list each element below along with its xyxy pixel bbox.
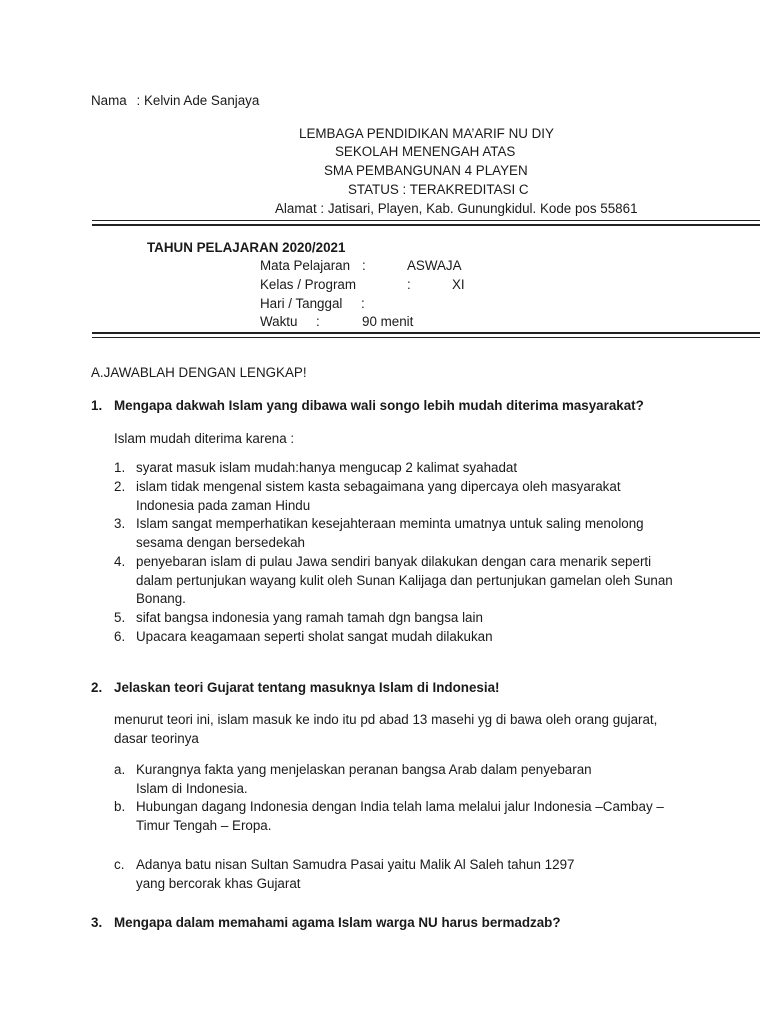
header-rule-top: [92, 220, 760, 221]
question-1-answer-3-marker: 3.: [114, 516, 126, 531]
student-name-value: Kelvin Ade Sanjaya: [143, 93, 260, 108]
question-1-answer-2-marker: 2.: [114, 479, 126, 494]
class-separator: :: [407, 277, 411, 292]
question-2-answer-intro: menurut teori ini, islam masuk ke indo itu pd abad 13 masehi yg di bawa oleh orang gujarat, dasar teorinya: [114, 712, 658, 746]
question-1-answer-intro: Islam mudah diterima karena :: [114, 431, 295, 446]
accreditation-status: STATUS : TERAKREDITASI C: [348, 182, 529, 197]
section-title: A.JAWABLAH DENGAN LENGKAP!: [91, 365, 307, 380]
question-1-answer-2: islam tidak mengenal sistem kasta sebagaimana yang dipercaya oleh masyarakat Indonesia pada zaman Hindu: [136, 479, 621, 513]
class-label: Kelas / Program: [260, 277, 357, 292]
question-2-text: Jelaskan teori Gujarat tentang masuknya Islam di Indonesia!: [114, 680, 500, 695]
info-rule-bottom: [92, 337, 760, 338]
question-1-answer-3: Islam sangat memperhatikan kesejahteraan meminta umatnya untuk saling menolong sesama dengan bersedekah: [136, 516, 644, 550]
question-1-answer-1-marker: 1.: [114, 460, 126, 475]
school-level: SEKOLAH MENENGAH ATAS: [335, 144, 516, 159]
question-2-answer-b: Hubungan dagang Indonesia dengan India telah lama melalui jalur Indonesia –Cambay – Timur Tengah – Eropa.: [136, 799, 664, 833]
day-separator: :: [361, 296, 365, 311]
question-3-number: 3.: [91, 915, 103, 930]
question-1-answer-6: Upacara keagamaan seperti sholat sangat mudah dilakukan: [136, 629, 493, 644]
question-1-answer-1: syarat masuk islam mudah:hanya mengucap 2 kalimat syahadat: [136, 460, 518, 475]
question-1-number: 1.: [91, 398, 103, 413]
student-name-label: Nama: [91, 93, 127, 108]
question-1-answer-4-marker: 4.: [114, 554, 126, 569]
student-name-line: [91, 92, 259, 110]
question-1-answer-6-marker: 6.: [114, 629, 126, 644]
question-1-answer-5: sifat bangsa indonesia yang ramah tamah dgn bangsa lain: [136, 610, 483, 625]
question-1-answer-5-marker: 5.: [114, 610, 126, 625]
school-address: Alamat : Jatisari, Playen, Kab. Gunungkidul. Kode pos 55861: [275, 201, 638, 216]
student-name-separator: :: [136, 93, 141, 108]
subject-separator: :: [362, 258, 366, 273]
question-2-answer-a-marker: a.: [114, 762, 126, 777]
time-separator: :: [316, 314, 320, 329]
header-rule-bottom: [92, 224, 760, 226]
info-rule-top: [92, 332, 760, 334]
day-label: Hari / Tanggal: [260, 296, 343, 311]
school-name: SMA PEMBANGUNAN 4 PLAYEN: [324, 163, 528, 178]
question-3-text: Mengapa dalam memahami agama Islam warga NU harus bermadzab?: [114, 915, 561, 930]
subject-value: ASWAJA: [407, 258, 462, 273]
question-2-answer-a: Kurangnya fakta yang menjelaskan peranan bangsa Arab dalam penyebaran Islam di Indonesia.: [136, 762, 592, 796]
question-1-answer-4: penyebaran islam di pulau Jawa sendiri banyak dilakukan dengan cara menarik seperti dalam pertunjukan wayang kulit oleh Sunan Kalijaga dan pertunjukan gamelan oleh Sunan Bonang.: [136, 554, 673, 606]
class-value: XI: [452, 277, 465, 292]
institution-name: LEMBAGA PENDIDIKAN MA’ARIF NU DIY: [299, 126, 554, 141]
question-1-text: Mengapa dakwah Islam yang dibawa wali songo lebih mudah diterima masyarakat?: [114, 398, 644, 413]
academic-year: TAHUN PELAJARAN 2020/2021: [147, 240, 346, 255]
time-value: 90 menit: [362, 314, 414, 329]
question-2-answer-c: Adanya batu nisan Sultan Samudra Pasai yaitu Malik Al Saleh tahun 1297 yang bercorak khas Gujarat: [136, 857, 575, 891]
question-2-number: 2.: [91, 680, 103, 695]
question-2-answer-b-marker: b.: [114, 799, 126, 814]
question-2-answer-c-marker: c.: [114, 857, 125, 872]
subject-label: Mata Pelajaran: [260, 258, 351, 273]
time-label: Waktu: [260, 314, 298, 329]
